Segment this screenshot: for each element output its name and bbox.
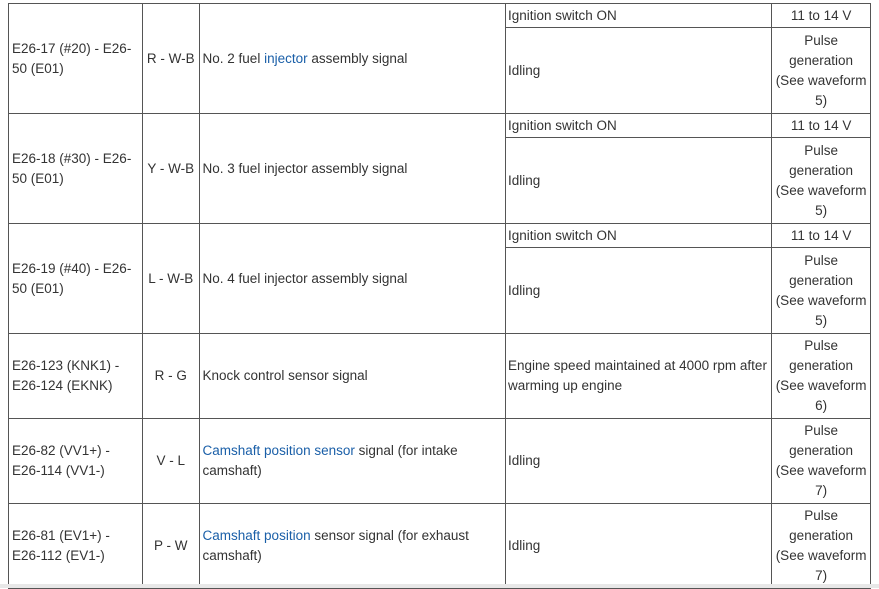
table-row <box>9 419 871 504</box>
wiring-color-cell: V - L <box>143 419 199 504</box>
description-cell <box>199 419 505 504</box>
description-cell <box>199 334 505 419</box>
condition-cell: Ignition switch ON <box>506 224 772 248</box>
table-row <box>9 334 871 419</box>
description-cell <box>199 504 505 589</box>
condition-cell: Idling <box>506 504 772 589</box>
specified-condition-cell: Pulse generation (See waveform 7) <box>772 504 871 589</box>
description-text: assembly signal <box>307 50 408 66</box>
condition-cell: Ignition switch ON <box>506 4 772 28</box>
table-row <box>9 4 871 28</box>
specified-condition-cell: Pulse generation (See waveform 5) <box>772 248 871 334</box>
camshaft-position-sensor-link[interactable]: Camshaft position sensor <box>202 443 355 458</box>
horizontal-scrollbar[interactable] <box>0 584 879 588</box>
condition-cell: Idling <box>506 419 772 504</box>
wiring-color-cell: R - G <box>143 334 199 419</box>
condition-cell: Ignition switch ON <box>506 114 772 138</box>
specified-condition-cell: 11 to 14 V <box>772 4 871 28</box>
specified-condition-cell: Pulse generation (See waveform 6) <box>772 334 871 419</box>
terminal-cell: E26-19 (#40) - E26-50 (E01) <box>9 224 143 334</box>
description-text: sensor signal (for exhaust camshaft) <box>202 528 469 563</box>
terminal-cell: E26-17 (#20) - E26-50 (E01) <box>9 4 143 114</box>
specified-condition-cell: Pulse generation (See waveform 5) <box>772 138 871 224</box>
description-cell <box>199 114 505 224</box>
terminal-cell: E26-123 (KNK1) - E26-124 (EKNK) <box>9 334 143 419</box>
wiring-color-cell: Y - W-B <box>143 114 199 224</box>
wiring-color-cell: L - W-B <box>143 224 199 334</box>
specified-condition-cell: 11 to 14 V <box>772 114 871 138</box>
description-text: No. 4 fuel injector assembly signal <box>202 270 408 286</box>
condition-cell: Engine speed maintained at 4000 rpm after warming up engine <box>506 334 772 419</box>
specified-condition-cell: Pulse generation (See waveform 7) <box>772 419 871 504</box>
terminal-spec-table <box>8 3 871 589</box>
description-text: No. 3 fuel injector assembly signal <box>202 160 408 176</box>
camshaft-position-link[interactable]: Camshaft position <box>202 528 311 543</box>
terminal-cell: E26-82 (VV1+) - E26-114 (VV1-) <box>9 419 143 504</box>
terminal-cell: E26-18 (#30) - E26-50 (E01) <box>9 114 143 224</box>
table-row <box>9 114 871 138</box>
wiring-color-cell: P - W <box>143 504 199 589</box>
description-text: signal (for intake camshaft) <box>202 443 458 478</box>
wiring-color-cell: R - W-B <box>143 4 199 114</box>
table-row <box>9 224 871 248</box>
condition-cell: Idling <box>506 28 772 114</box>
description-text: No. 2 fuel <box>202 50 265 66</box>
description-cell <box>199 4 505 114</box>
description-cell <box>199 224 505 334</box>
specified-condition-cell: Pulse generation (See waveform 5) <box>772 28 871 114</box>
table-row <box>9 504 871 589</box>
specified-condition-cell: 11 to 14 V <box>772 224 871 248</box>
injector-link[interactable]: injector <box>264 50 308 66</box>
description-text: Knock control sensor signal <box>202 368 368 383</box>
condition-cell: Idling <box>506 248 772 334</box>
terminal-cell: E26-81 (EV1+) - E26-112 (EV1-) <box>9 504 143 589</box>
condition-cell: Idling <box>506 138 772 224</box>
